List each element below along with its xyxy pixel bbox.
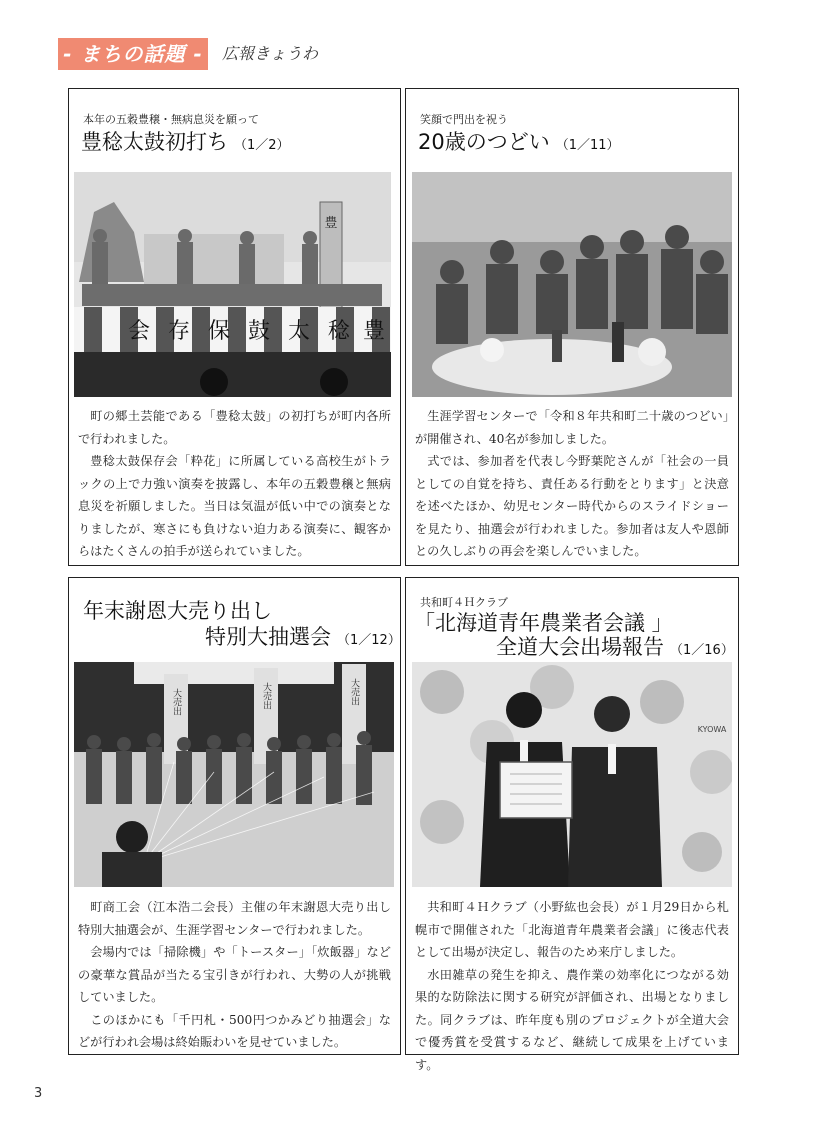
article-title (418, 129, 620, 159)
article-title-line1: 年末謝恩大売り出し (83, 599, 272, 623)
article-paragraph: 会場内では「掃除機」や「トースター」「炊飯器」などの豪華な賞品が当たる宝引きが行われ、大勢の人が挑戦していました。 (78, 945, 391, 1004)
article-date: （1／16） (670, 643, 734, 658)
svg-text:KYOWA: KYOWA (697, 725, 727, 734)
article-card-4h-club (405, 577, 739, 1072)
svg-text:太: 太 (287, 319, 311, 344)
article-body (415, 405, 729, 563)
article-paragraph: 共和町４Ｈクラブ（小野紘也会長）が１月29日から札幌市で開催された「北海道青年農業者会議」に後志代表として出場が決定し、報告のため来庁しました。 (415, 900, 729, 959)
article-kicker: 共和町４Ｈクラブ (420, 596, 508, 609)
article-title (205, 624, 401, 654)
article-title-text: 豊稔太鼓初打ち (81, 130, 228, 154)
svg-text:鼓: 鼓 (247, 319, 271, 344)
publication-name: 広報きょうわ (222, 44, 319, 63)
article-photo (412, 172, 732, 397)
banner-char: 豊 (324, 216, 338, 231)
article-paragraph: 町の郷土芸能である「豊稔太鼓」の初打ちが町内各所で行われました。 (78, 409, 391, 446)
article-title-text: 20歳のつどい (418, 130, 550, 154)
svg-text:大売出: 大売出 (349, 678, 359, 706)
article-date: （1／2） (234, 138, 290, 153)
article-paragraph: 生涯学習センターで「令和８年共和町二十歳のつどい」が開催され、40名が参加しました。 (415, 409, 729, 446)
article-paragraph: 式では、参加者を代表し今野葉陀さんが「社会の一員としての自覚を持ち、責任ある行動をとります」と決意を述べたほか、幼児センター時代からのスライドショーを見たり、抽選会が行われました。参加者は友人や恩師との久しぶりの再会を楽しんでいました。 (415, 454, 729, 558)
article-body (415, 896, 729, 1076)
svg-text:稔: 稔 (327, 319, 351, 344)
article-body (78, 896, 391, 1054)
svg-text:会: 会 (127, 319, 151, 344)
svg-text:保: 保 (207, 319, 231, 344)
page-number: 3 (34, 1086, 43, 1101)
article-paragraph: 町商工会（江本浩二会長）主催の年末謝恩大売り出し特別大抽選会が、生涯学習センターで行われました。 (78, 900, 391, 937)
article-paragraph: 豊稔太鼓保存会「粋花」に所属している高校生がトラックの上で力強い演奏を披露し、本年の五穀豊穣と無病息災を祈願しました。当日は気温が低い中での演奏となりましたが、寒さにも負けない迫力ある演奏に、観客からはたくさんの拍手が送られていました。 (78, 454, 391, 558)
article-title (496, 634, 734, 664)
section-badge: - まちの話題 - (58, 38, 208, 70)
article-date: （1／11） (555, 138, 620, 153)
article-card-taiko (68, 88, 401, 566)
article-title-line1: 「北海道青年農業者会議 」 (414, 611, 673, 635)
article-paragraph: 水田雑草の発生を抑え、農作業の効率化につながる効果的な防除法に関する研究が評価され、出場となりました。同クラブは、昨年度も別のプロジェクトが全道大会で優秀賞を受賞するなど、継続して成果を上げています。 (415, 967, 729, 1072)
article-kicker: 笑顔で門出を祝う (420, 113, 508, 126)
article-title-text: 全道大会出場報告 (496, 635, 664, 659)
article-date: （1／12） (337, 633, 401, 648)
article-photo (74, 172, 391, 397)
article-body (78, 405, 391, 563)
article-photo (412, 662, 732, 887)
article-kicker: 本年の五穀豊穣・無病息災を願って (83, 113, 259, 126)
article-photo (74, 662, 394, 887)
svg-text:大売出: 大売出 (261, 682, 271, 710)
svg-text:存: 存 (167, 319, 191, 344)
article-card-20th (405, 88, 739, 566)
svg-text:豊: 豊 (362, 319, 386, 344)
article-title (81, 129, 290, 159)
article-title-text: 特別大抽選会 (205, 625, 331, 649)
svg-text:大売出: 大売出 (171, 688, 181, 716)
article-paragraph: このほかにも「千円札・500円つかみどり抽選会」などが行われ会場は終始賑わいを見せていました。 (78, 1012, 391, 1049)
article-card-lottery (68, 577, 401, 1055)
